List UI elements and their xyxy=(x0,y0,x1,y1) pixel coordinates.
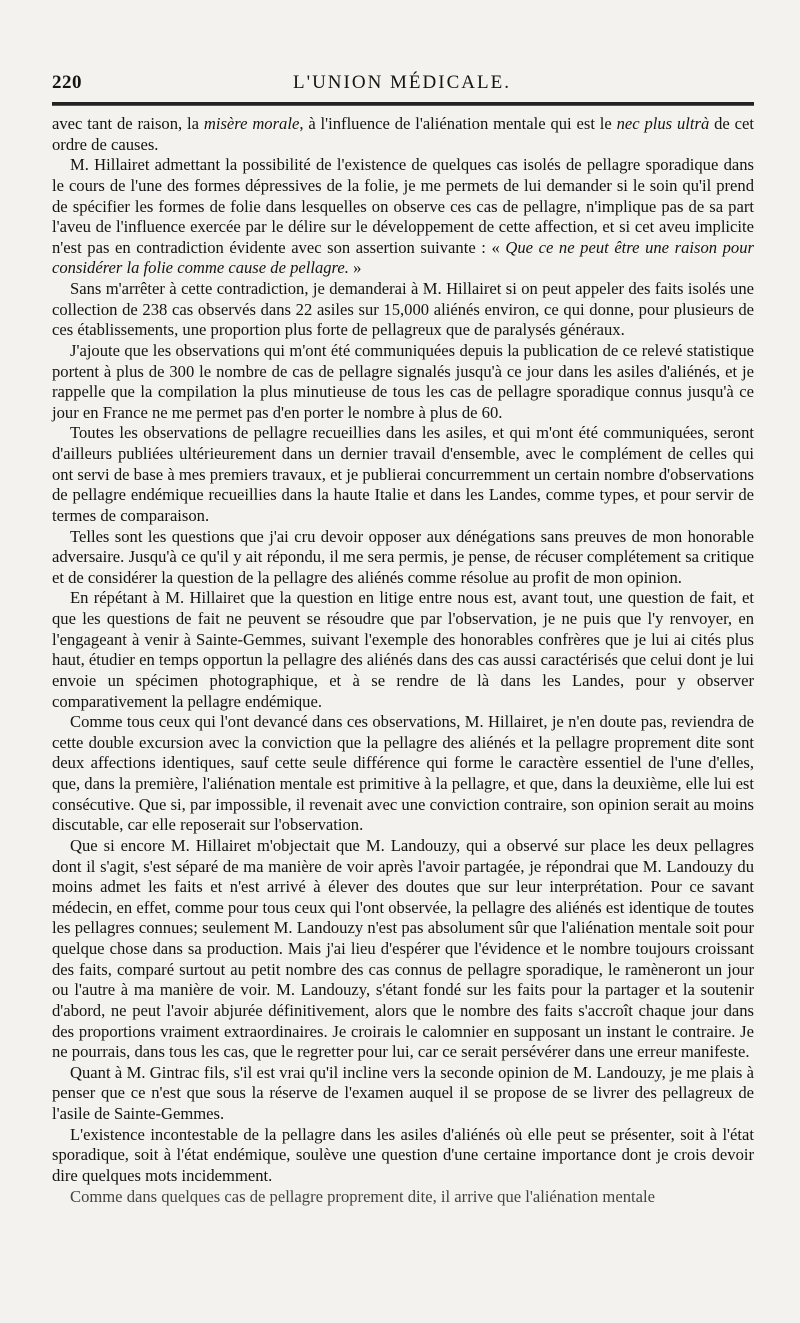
running-title: L'UNION MÉDICALE. xyxy=(293,72,511,93)
paragraph xyxy=(52,836,754,1063)
page-header xyxy=(52,72,752,98)
paragraph xyxy=(52,279,754,341)
paragraph-text: Comme tous ceux qui l'ont devancé dans ces observations, M. Hillairet, je n'en doute pas, reviendra de cette double excursion avec la conviction que la pellagre des aliénés et la pellagre proprement dite sont deux affections identiques, sauf cette seule différence qui forme le caractère essentiel de l'une d'elles, que, dans la première, l'aliénation mentale est primitive à la pellagre, et que, dans la deuxième, elle lui est consécutive. Que si, par impossible, il revenait avec une conviction contraire, son opinion serait au moins discutable, car elle reposerait sur l'observation. xyxy=(52,712,754,835)
paragraph-text: En répétant à M. Hillairet que la question en litige entre nous est, avant tout, une question de fait, et que les questions de fait ne peuvent se résoudre que par l'observation, je ne puis que l'y renvoyer, en l'engageant à venir à Sainte-Gemmes, suivant l'exemple des honorables confrères que je lui ai cités plus haut, étudier en temps opportun la pellagre des aliénés dans des cas aussi caractérisés que celui dont je lui envoie un spécimen photographique, et à se rendre de là dans les Landes, pour y observer comparativement la pellagre endémique. xyxy=(52,588,754,711)
italic-text: nec plus ultrà xyxy=(616,114,710,133)
paragraph xyxy=(52,712,754,836)
paragraph-text: Sans m'arrêter à cette contradiction, je demanderai à M. Hillairet si on peut appeler des faits isolés une collection de 238 cas observés dans 22 asiles sur 15,000 aliénés environ, ce qui donne, pour plusieurs de ces établissements, une proportion plus forte de pellagreux que de paralysés généraux. xyxy=(52,279,754,340)
paragraph xyxy=(52,423,754,526)
paragraph-text: avec tant de raison, la xyxy=(52,114,204,133)
paragraph-text: L'existence incontestable de la pellagre dans les asiles d'aliénés où elle peut se présenter, soit à l'état sporadique, soit à l'état endémique, soulève une question d'une certaine importance dont je crois devoir dire quelques mots incidemment. xyxy=(52,1124,754,1185)
paragraph-text: Telles sont les questions que j'ai cru devoir opposer aux dénégations sans preuves de mon honorable adversaire. Jusqu'à ce qu'il y ait répondu, il me sera permis, je pense, de récuser complétement sa critique et de considérer la question de la pellagre des aliénés comme résolue au profit de mon opinion. xyxy=(52,526,754,587)
paragraph xyxy=(52,114,754,155)
italic-text: misère morale xyxy=(203,114,300,133)
paragraph-text: Que si encore M. Hillairet m'objectait que M. Landouzy, qui a observé sur place les deux pellagres dont il s'agit, s'est séparé de ma manière de voir après l'avoir partagée, je répondrai que M. Landouzy du moins admet les faits et n'est arrivé à élever des doutes que sur leur interprétation. Pour ce savant médecin, en effet, comme pour tous ceux qui l'ont observée, la pellagre des aliénés est identique de toutes les pellagres connues; seulement M. Landouzy n'est pas absolument sûr que l'aliénation mentale soit pour quelque chose dans sa production. Mais j'ai lieu d'espérer que l'évidence et le nombre toujours croissant des faits, comparé surtout au petit nombre des cas connus de pellagre sporadique, le ramèneront un jour ou l'autre à ma manière de voir. M. Landouzy, s'étant fondé sur les faits pour la partager et la soutenir d'abord, ne peut l'avoir abjurée définitivement, alors que le nombre des faits s'accroît chaque jour dans des proportions vraiment extraordinaires. Je croirais le calomnier en supposant un instant le contraire. Je ne pourrais, dans tous les cas, que le regretter pour lui, car ce serait persévérer dans une erreur manifeste. xyxy=(52,835,754,1062)
paragraph-text: Quant à M. Gintrac fils, s'il est vrai qu'il incline vers la seconde opinion de M. Landouzy, je me plais à penser que ce n'est que sous la réserve de l'examen auquel il se propose de se livrer des pellagreux de l'asile de Sainte-Gemmes. xyxy=(52,1062,754,1123)
paragraph xyxy=(52,1187,754,1208)
paragraph xyxy=(52,588,754,712)
paragraph-text: de cet ordre de causes. xyxy=(52,114,754,154)
paragraph xyxy=(52,1063,754,1125)
paragraph-text: Toutes les observations de pellagre recueillies dans les asiles, et qui m'ont été communiquées, seront d'ailleurs publiées ultérieurement dans un dernier travail d'ensemble, avec le complément de celles qui ont servi de base à mes premiers travaux, et je publierai concurremment un certain nombre d'observations de pellagre endémique recueillies dans la haute Italie et dans les Landes, comme types, et pour servir de termes de comparaison. xyxy=(52,423,754,525)
paragraph-text: , à l'influence de l'aliénation mentale qui est le xyxy=(299,114,617,133)
paragraph xyxy=(52,1125,754,1187)
paragraph xyxy=(52,341,754,424)
article-body xyxy=(52,114,754,1207)
paragraph-text: Comme dans quelques cas de pellagre proprement dite, il arrive que l'aliénation mentale xyxy=(70,1186,655,1206)
paragraph xyxy=(52,155,754,279)
paragraph-text: M. Hillairet admettant la possibilité de l'existence de quelques cas isolés de pellagre sporadique dans le cours de l'une des formes dépressives de la folie, je me permets de lui demander si le soin qu'il prend de spécifier les formes de folie dans lesquelles on observe ces cas de pellagre, n'implique pas de sa part l'aveu de l'influence exercée par le délire sur le développement de cette affection, et si cet aveu implicite n'est pas en contradiction évidente avec son assertion suivante : « xyxy=(52,155,754,257)
page-number: 220 xyxy=(52,72,82,93)
italic-text: Que ce ne peut être une raison pour considérer la folie comme cause de pellagre. xyxy=(52,237,754,278)
paragraph-text: » xyxy=(348,258,362,278)
paragraph xyxy=(52,527,754,589)
header-rule xyxy=(52,102,754,106)
paragraph-text: J'ajoute que les observations qui m'ont été communiquées depuis la publication de ce relevé statistique portent à plus de 300 le nombre de cas de pellagre signalés jusqu'à ce jour dans les asiles d'aliénés, et je rappelle que la compilation la plus minutieuse de tous les cas de pellagre sporadique connus jusqu'à ce jour en France ne me permet pas d'en porter le nombre à plus de 60. xyxy=(52,340,754,422)
